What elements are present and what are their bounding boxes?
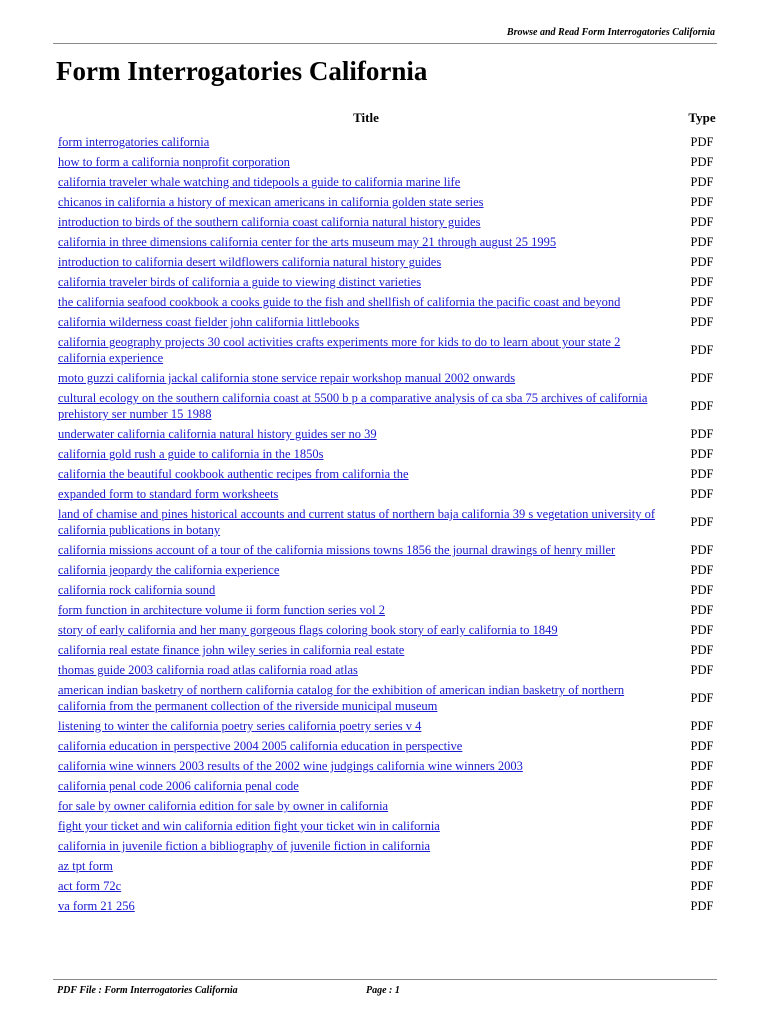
row-type-cell: PDF: [690, 719, 714, 733]
row-title-cell: [56, 560, 676, 580]
row-title-cell: [56, 816, 676, 836]
table-row: [56, 896, 716, 916]
row-type-cell: PDF: [690, 879, 714, 893]
row-type-cell: PDF: [690, 663, 714, 677]
table-row: [56, 580, 716, 600]
row-title-cell: [56, 736, 676, 756]
row-type-cell: PDF: [690, 215, 714, 229]
column-header-type: Type: [688, 110, 716, 125]
document-link[interactable]: va form 21 256: [58, 899, 135, 913]
row-type-cell: PDF: [690, 275, 714, 289]
table-row: [56, 560, 716, 580]
running-header: Browse and Read Form Interrogatories California: [506, 27, 715, 38]
row-type-cell: PDF: [690, 759, 714, 773]
row-type-cell: PDF: [690, 799, 714, 813]
row-title-cell: [56, 424, 676, 444]
row-title-cell: [56, 272, 676, 292]
row-type-cell: PDF: [690, 543, 714, 557]
table-row: [56, 312, 716, 332]
table-row: [56, 368, 716, 388]
row-title-cell: [56, 776, 676, 796]
table-row: [56, 388, 716, 424]
document-link[interactable]: az tpt form: [58, 859, 113, 873]
document-list-table: [56, 110, 716, 916]
row-title-cell: [56, 292, 676, 312]
table-row: [56, 424, 716, 444]
row-type-cell: PDF: [690, 371, 714, 385]
row-type-cell: PDF: [690, 819, 714, 833]
document-link[interactable]: california jeopardy the california experience: [58, 563, 280, 577]
row-type-cell: PDF: [690, 343, 714, 357]
table-row: [56, 272, 716, 292]
document-link[interactable]: the california seafood cookbook a cooks guide to the fish and shellfish of california the pacific coast and beyond: [58, 295, 621, 309]
row-title-cell: [56, 660, 676, 680]
table-row: [56, 600, 716, 620]
header-divider: [53, 43, 717, 44]
document-link[interactable]: cultural ecology on the southern california coast at 5500 b p a comparative analysis of ca sba 75 archives of california prehistory ser number 15 1988: [58, 391, 648, 421]
row-type-cell: PDF: [690, 899, 714, 913]
row-title-cell: [56, 620, 676, 640]
row-type-cell: PDF: [690, 603, 714, 617]
row-title-cell: [56, 464, 676, 484]
document-link[interactable]: introduction to california desert wildflowers california natural history guides: [58, 255, 442, 269]
row-title-cell: [56, 252, 676, 272]
table-body: [56, 132, 716, 916]
row-type-cell: PDF: [690, 255, 714, 269]
table-row: [56, 504, 716, 540]
table-row: [56, 132, 716, 152]
row-title-cell: [56, 172, 676, 192]
table-row: [56, 716, 716, 736]
row-title-cell: [56, 600, 676, 620]
document-link[interactable]: thomas guide 2003 california road atlas california road atlas: [58, 663, 358, 677]
row-title-cell: [56, 640, 676, 660]
row-type-cell: PDF: [690, 563, 714, 577]
table-row: [56, 796, 716, 816]
table-row: [56, 836, 716, 856]
document-link[interactable]: moto guzzi california jackal california stone service repair workshop manual 2002 onwards: [58, 371, 516, 385]
table-row: [56, 212, 716, 232]
table-row: [56, 680, 716, 716]
row-type-cell: PDF: [690, 427, 714, 441]
document-link[interactable]: california traveler birds of california a guide to viewing distinct varieties: [58, 275, 422, 289]
row-title-cell: [56, 368, 676, 388]
document-link[interactable]: fight your ticket and win california edition fight your ticket win in california: [58, 819, 440, 833]
document-link[interactable]: california real estate finance john wiley series in california real estate: [58, 643, 405, 657]
row-title-cell: [56, 756, 676, 776]
row-type-cell: PDF: [690, 447, 714, 461]
document-link[interactable]: chicanos in california a history of mexican americans in california golden state series: [58, 195, 484, 209]
table-row: [56, 292, 716, 312]
table-row: [56, 464, 716, 484]
table-row: [56, 540, 716, 560]
row-title-cell: [56, 716, 676, 736]
document-link[interactable]: act form 72c: [58, 879, 122, 893]
row-title-cell: [56, 388, 676, 424]
row-title-cell: [56, 540, 676, 560]
row-type-cell: PDF: [690, 739, 714, 753]
row-type-cell: PDF: [690, 839, 714, 853]
row-title-cell: [56, 856, 676, 876]
row-type-cell: PDF: [690, 399, 714, 413]
column-header-title: Title: [353, 110, 379, 125]
row-type-cell: PDF: [690, 583, 714, 597]
table-row: [56, 252, 716, 272]
table-row: [56, 172, 716, 192]
row-type-cell: PDF: [690, 691, 714, 705]
row-type-cell: PDF: [690, 779, 714, 793]
document-link[interactable]: california geography projects 30 cool activities crafts experiments more for kids to do to learn about your state 2 california experience: [58, 335, 621, 365]
row-title-cell: [56, 796, 676, 816]
document-link[interactable]: california missions account of a tour of the california missions towns 1856 the journal drawings of henry miller: [58, 543, 616, 557]
footer-page-number: Page : 1: [366, 985, 400, 996]
document-link[interactable]: expanded form to standard form worksheets: [58, 487, 279, 501]
row-title-cell: [56, 152, 676, 172]
table-row: [56, 660, 716, 680]
row-title-cell: [56, 212, 676, 232]
table-row: [56, 444, 716, 464]
table-row: [56, 152, 716, 172]
row-title-cell: [56, 836, 676, 856]
row-type-cell: PDF: [690, 235, 714, 249]
footer-file-label: PDF File : Form Interrogatories California: [57, 985, 238, 996]
document-link[interactable]: california traveler whale watching and tidepools a guide to california marine life: [58, 175, 461, 189]
table-row: [56, 620, 716, 640]
row-title-cell: [56, 332, 676, 368]
document-link[interactable]: california in juvenile fiction a bibliography of juvenile fiction in california: [58, 839, 431, 853]
document-link[interactable]: introduction to birds of the southern california coast california natural history guides: [58, 215, 481, 229]
document-link[interactable]: story of early california and her many gorgeous flags coloring book story of early california to 1849: [58, 623, 558, 637]
row-type-cell: PDF: [690, 135, 714, 149]
row-type-cell: PDF: [690, 467, 714, 481]
table-row: [56, 736, 716, 756]
table-row: [56, 232, 716, 252]
row-title-cell: [56, 484, 676, 504]
document-link[interactable]: underwater california california natural history guides ser no 39: [58, 427, 377, 441]
row-title-cell: [56, 896, 676, 916]
row-title-cell: [56, 312, 676, 332]
document-link[interactable]: california education in perspective 2004 2005 california education in perspective: [58, 739, 463, 753]
row-title-cell: [56, 504, 676, 540]
row-type-cell: PDF: [690, 515, 714, 529]
row-type-cell: PDF: [690, 623, 714, 637]
table-row: [56, 856, 716, 876]
document-link[interactable]: form interrogatories california: [58, 135, 210, 149]
document-link[interactable]: california wilderness coast fielder john california littlebooks: [58, 315, 360, 329]
table-row: [56, 776, 716, 796]
row-type-cell: PDF: [690, 155, 714, 169]
row-title-cell: [56, 876, 676, 896]
page-title: Form Interrogatories California: [56, 56, 428, 86]
document-link[interactable]: land of chamise and pines historical accounts and current status of northern baja california 39 s vegetation university of california publications in botany: [58, 507, 656, 537]
document-link[interactable]: california rock california sound: [58, 583, 216, 597]
document-link[interactable]: how to form a california nonprofit corporation: [58, 155, 290, 169]
document-link[interactable]: california penal code 2006 california penal code: [58, 779, 299, 793]
row-type-cell: PDF: [690, 487, 714, 501]
document-link[interactable]: american indian basketry of northern california catalog for the exhibition of american indian basketry of northern california from the permanent collection of the riverside municipal museum: [58, 683, 625, 713]
document-link[interactable]: california wine winners 2003 results of the 2002 wine judgings california wine winners 2003: [58, 759, 523, 773]
document-link[interactable]: listening to winter the california poetry series california poetry series v 4: [58, 719, 422, 733]
document-link[interactable]: california the beautiful cookbook authentic recipes from california the: [58, 467, 409, 481]
document-link[interactable]: form function in architecture volume ii form function series vol 2: [58, 603, 385, 617]
row-title-cell: [56, 192, 676, 212]
row-type-cell: PDF: [690, 295, 714, 309]
document-link[interactable]: california gold rush a guide to california in the 1850s: [58, 447, 324, 461]
row-title-cell: [56, 132, 676, 152]
document-link[interactable]: for sale by owner california edition for sale by owner in california: [58, 799, 389, 813]
footer-divider: [53, 979, 717, 980]
table-row: [56, 876, 716, 896]
table-row: [56, 192, 716, 212]
row-title-cell: [56, 232, 676, 252]
row-title-cell: [56, 680, 676, 716]
table-row: [56, 816, 716, 836]
table-row: [56, 484, 716, 504]
table-row: [56, 756, 716, 776]
row-type-cell: PDF: [690, 175, 714, 189]
row-type-cell: PDF: [690, 859, 714, 873]
row-title-cell: [56, 444, 676, 464]
document-link[interactable]: california in three dimensions california center for the arts museum may 21 through august 25 1995: [58, 235, 557, 249]
row-type-cell: PDF: [690, 643, 714, 657]
row-type-cell: PDF: [690, 315, 714, 329]
table-header-row: [56, 110, 716, 132]
row-title-cell: [56, 580, 676, 600]
row-type-cell: PDF: [690, 195, 714, 209]
table-row: [56, 332, 716, 368]
table-row: [56, 640, 716, 660]
